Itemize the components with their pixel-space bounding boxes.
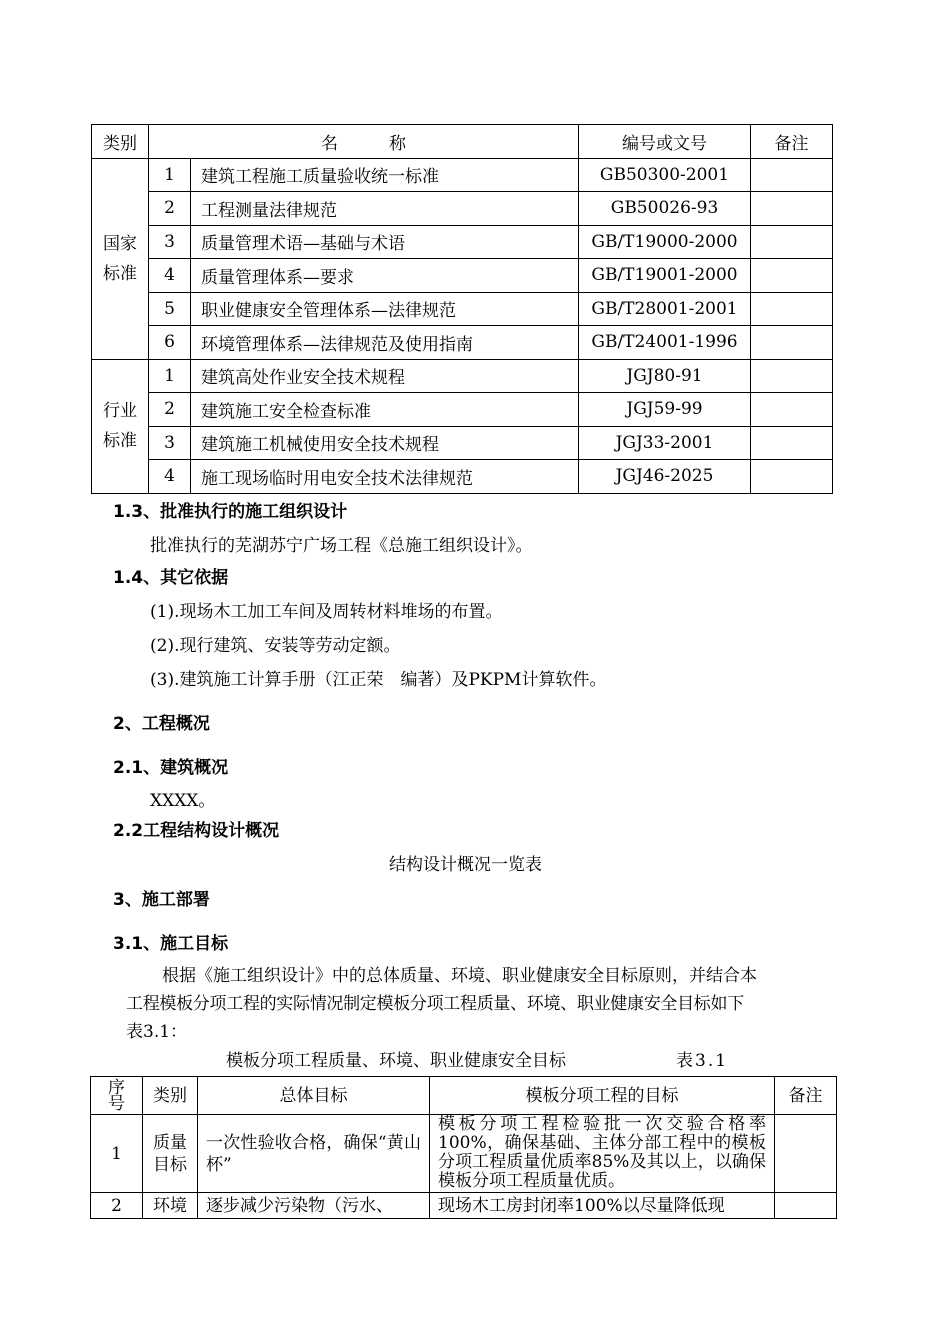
row-no: 5 bbox=[149, 292, 191, 326]
header-overall: 总体目标 bbox=[198, 1077, 430, 1115]
row-name: 建筑施工机械使用安全技术规程 bbox=[191, 426, 579, 460]
row-remark bbox=[775, 1193, 837, 1219]
row-name: 建筑施工安全检查标准 bbox=[191, 393, 579, 427]
row-remark bbox=[751, 292, 833, 326]
structure-table-caption: 结构设计概况一览表 bbox=[389, 855, 542, 875]
category-industry: 行业 标准 bbox=[92, 359, 149, 493]
table-header-row bbox=[92, 125, 833, 159]
row-name: 质量管理体系—要求 bbox=[191, 259, 579, 293]
row-code: GB/T19000-2000 bbox=[579, 225, 751, 259]
table-row bbox=[92, 460, 833, 494]
section-2-1-body: XXXX。 bbox=[150, 791, 216, 811]
table-row bbox=[92, 292, 833, 326]
category-national: 国家 标准 bbox=[92, 158, 149, 359]
row-no: 3 bbox=[149, 225, 191, 259]
row-name: 建筑工程施工质量验收统一标准 bbox=[191, 158, 579, 192]
row-goal: 模板分项工程检验批一次交验合格率100%，确保基础、主体分部工程中的模板分项工程质量优质率85%及其以上，以确保模板分项工程质量优质。 bbox=[430, 1115, 775, 1193]
row-no: 4 bbox=[149, 259, 191, 293]
row-overall: 逐步减少污染物（污水、 bbox=[198, 1193, 430, 1219]
section-2-title: 2、工程概况 bbox=[113, 714, 210, 734]
row-name: 质量管理术语—基础与术语 bbox=[191, 225, 579, 259]
table-row bbox=[92, 259, 833, 293]
row-code: JGJ59-99 bbox=[579, 393, 751, 427]
targets-table-number: 表3.1 bbox=[676, 1051, 729, 1071]
row-no: 2 bbox=[149, 192, 191, 226]
row-remark bbox=[751, 192, 833, 226]
row-code: GB/T28001-2001 bbox=[579, 292, 751, 326]
section-3-1-body-line2: 工程模板分项工程的实际情况制定模板分项工程质量、环境、职业健康安全目标如下 bbox=[126, 994, 744, 1014]
row-code: JGJ46-2025 bbox=[579, 460, 751, 494]
row-no: 1 bbox=[149, 359, 191, 393]
section-1-4-item: (3).建筑施工计算手册（江正荣 编著）及PKPM计算软件。 bbox=[150, 670, 607, 690]
section-3-title: 3、施工部署 bbox=[113, 890, 210, 910]
section-1-3-body: 批准执行的芜湖苏宁广场工程《总施工组织设计》。 bbox=[150, 536, 533, 556]
row-name: 职业健康安全管理体系—法律规范 bbox=[191, 292, 579, 326]
row-no: 2 bbox=[149, 393, 191, 427]
section-2-1-title: 2.1、建筑概况 bbox=[113, 758, 229, 778]
table-row bbox=[92, 158, 833, 192]
row-name: 环境管理体系—法律规范及使用指南 bbox=[191, 326, 579, 360]
row-name: 建筑高处作业安全技术规程 bbox=[191, 359, 579, 393]
row-category: 环境 bbox=[143, 1193, 198, 1219]
section-1-3-title: 1.3、批准执行的施工组织设计 bbox=[113, 502, 348, 522]
row-overall: 一次性验收合格，确保“黄山杯” bbox=[198, 1115, 430, 1193]
row-remark bbox=[751, 393, 833, 427]
row-remark bbox=[751, 460, 833, 494]
standards-table bbox=[91, 124, 833, 494]
header-code: 编号或文号 bbox=[579, 125, 751, 159]
row-no: 6 bbox=[149, 326, 191, 360]
table-row bbox=[91, 1115, 837, 1193]
section-1-4-item: (1).现场木工加工车间及周转材料堆场的布置。 bbox=[150, 602, 503, 622]
row-category: 质量 目标 bbox=[143, 1115, 198, 1193]
section-3-1-body-line1: 根据《施工组织设计》中的总体质量、环境、职业健康安全目标原则，并结合本 bbox=[162, 966, 757, 986]
header-remark: 备注 bbox=[751, 125, 833, 159]
table-row bbox=[92, 192, 833, 226]
row-no: 2 bbox=[91, 1193, 143, 1219]
header-remark: 备注 bbox=[775, 1077, 837, 1115]
row-remark bbox=[751, 158, 833, 192]
row-remark bbox=[751, 225, 833, 259]
row-code: JGJ80-91 bbox=[579, 359, 751, 393]
section-1-4-title: 1.4、其它依据 bbox=[113, 568, 229, 588]
row-goal: 现场木工房封闭率100%以尽量降低现 bbox=[430, 1193, 775, 1219]
section-3-1-body-line3: 表3.1： bbox=[126, 1022, 188, 1042]
section-3-1-title: 3.1、施工目标 bbox=[113, 934, 229, 954]
row-remark bbox=[751, 259, 833, 293]
header-name: 名 称 bbox=[149, 125, 579, 159]
header-goal: 模板分项工程的目标 bbox=[430, 1077, 775, 1115]
targets-table-caption: 模板分项工程质量、环境、职业健康安全目标 bbox=[226, 1051, 566, 1071]
row-code: GB/T19001-2000 bbox=[579, 259, 751, 293]
section-1-4-item: (2).现行建筑、安装等劳动定额。 bbox=[150, 636, 401, 656]
row-remark bbox=[775, 1115, 837, 1193]
header-category: 类别 bbox=[92, 125, 149, 159]
row-no: 1 bbox=[91, 1115, 143, 1193]
section-2-2-title: 2.2工程结构设计概况 bbox=[113, 821, 280, 841]
row-no: 3 bbox=[149, 426, 191, 460]
table-header-row bbox=[91, 1077, 837, 1115]
table-row bbox=[92, 359, 833, 393]
header-no: 序 号 bbox=[91, 1077, 143, 1115]
row-code: JGJ33-2001 bbox=[579, 426, 751, 460]
row-no: 4 bbox=[149, 460, 191, 494]
table-row bbox=[91, 1193, 837, 1219]
row-code: GB50026-93 bbox=[579, 192, 751, 226]
row-remark bbox=[751, 326, 833, 360]
row-name: 施工现场临时用电安全技术法律规范 bbox=[191, 460, 579, 494]
table-row bbox=[92, 326, 833, 360]
row-remark bbox=[751, 426, 833, 460]
table-row bbox=[92, 225, 833, 259]
header-category: 类别 bbox=[143, 1077, 198, 1115]
row-no: 1 bbox=[149, 158, 191, 192]
targets-table bbox=[90, 1076, 837, 1219]
row-code: GB/T24001-1996 bbox=[579, 326, 751, 360]
row-code: GB50300-2001 bbox=[579, 158, 751, 192]
row-remark bbox=[751, 359, 833, 393]
table-row bbox=[92, 393, 833, 427]
table-row bbox=[92, 426, 833, 460]
row-name: 工程测量法律规范 bbox=[191, 192, 579, 226]
